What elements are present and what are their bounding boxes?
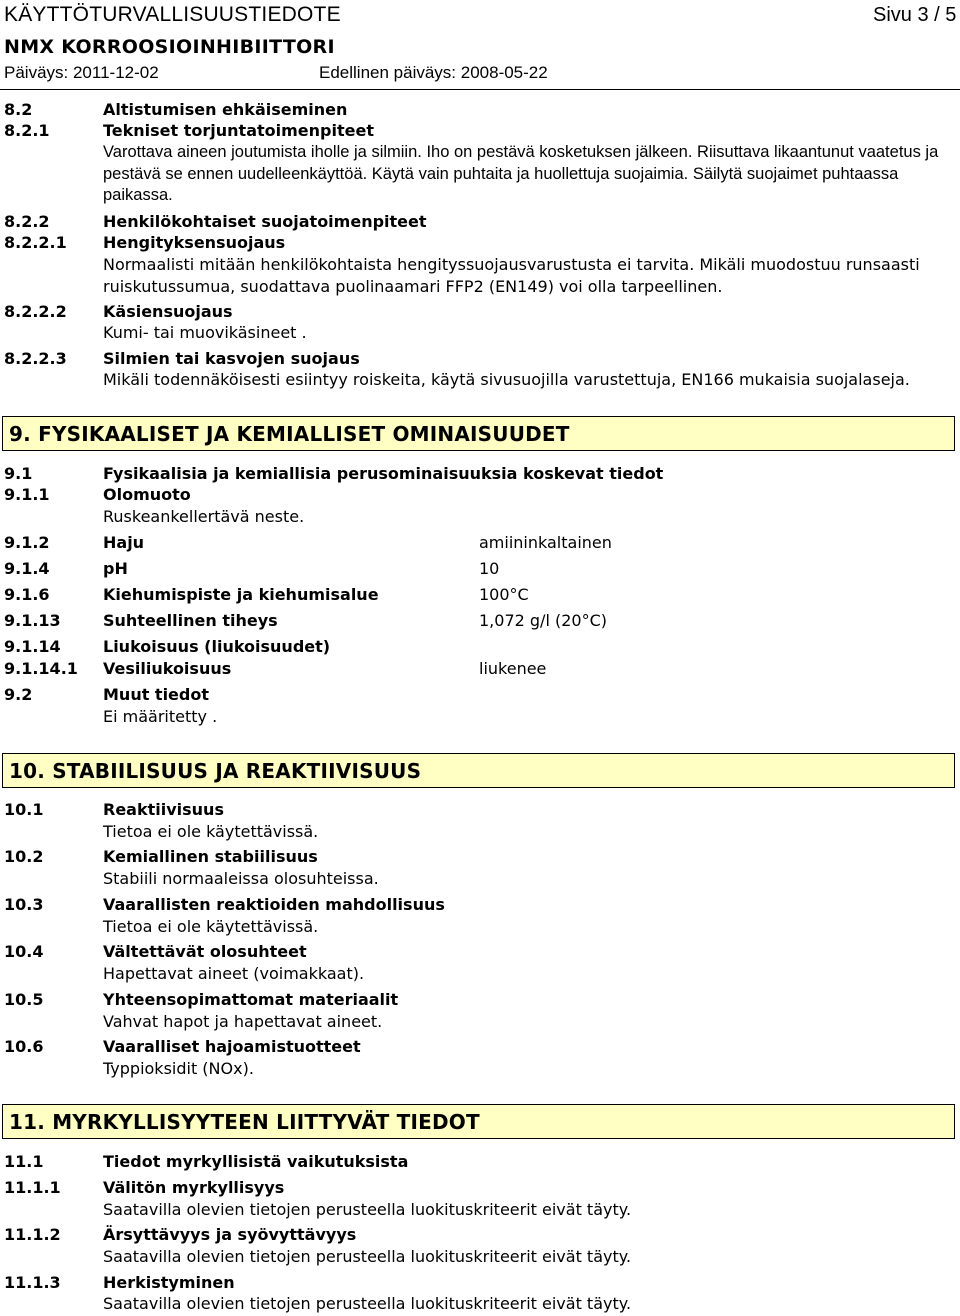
property-name: Liukoisuus (liukoisuudet) — [103, 637, 331, 656]
section-number: 10.1 — [4, 800, 44, 819]
section-number: 11.1.1 — [4, 1178, 61, 1197]
section-9-banner: 9. FYSIKAALISET JA KEMIALLISET OMINAISUUDET — [2, 416, 955, 451]
section-text: Hapettavat aineet (voimakkaat). — [103, 964, 365, 983]
section-number: 10.2 — [4, 847, 44, 866]
section-number: 8.2.2.3 — [4, 349, 67, 368]
section-text: Saatavilla olevien tietojen perusteella luokituskriteerit eivät täyty. — [103, 1200, 632, 1219]
section-title: Vaaralliset hajoamistuotteet — [103, 1037, 361, 1056]
section-number: 9.1.13 — [4, 611, 61, 630]
issue-date: Päiväys: 2011-12-02 — [4, 63, 159, 82]
section-text: Mikäli todennäköisesti esiintyy roiskeita, käytä sivusuojilla varustettuja, EN166 mukaisia suojalaseja. — [103, 370, 910, 389]
section-title: Henkilökohtaiset suojatoimenpiteet — [103, 212, 427, 231]
section-10-banner: 10. STABIILISUUS JA REAKTIIVISUUS — [2, 753, 955, 788]
section-number: 11.1.2 — [4, 1225, 61, 1244]
section-text: Typpioksidit (NOx). — [103, 1059, 254, 1078]
property-name: Haju — [103, 533, 145, 552]
section-title: Vaarallisten reaktioiden mahdollisuus — [103, 895, 445, 914]
previous-date: Edellinen päiväys: 2008-05-22 — [319, 63, 548, 82]
section-title: Ärsyttävyys ja syövyttävyys — [103, 1225, 357, 1244]
property-value: 10 — [479, 559, 500, 578]
property-value: 1,072 g/l (20°C) — [479, 611, 607, 630]
section-title: Kemiallinen stabiilisuus — [103, 847, 318, 866]
section-text: Varottava aineen joutumista iholle ja silmiin. Iho on pestävä kosketuksen jälkeen. Riisuttava likaantunut vaatetus ja pestävä se ennen uudelleenkäyttöä. Käytä vain puhtaita ja huollettuja suojaimia. Säilytä suojaimet puhtaassa paikassa. — [103, 143, 939, 204]
section-text: Tietoa ei ole käytettävissä. — [103, 822, 319, 841]
section-title: Tiedot myrkyllisistä vaikutuksista — [103, 1152, 409, 1171]
section-text: Saatavilla olevien tietojen perusteella luokituskriteerit eivät täyty. — [103, 1247, 632, 1266]
section-number: 8.2.2 — [4, 212, 50, 231]
section-title: Silmien tai kasvojen suojaus — [103, 349, 360, 368]
property-name: Suhteellinen tiheys — [103, 611, 278, 630]
section-text: Tietoa ei ole käytettävissä. — [103, 917, 319, 936]
section-number: 10.6 — [4, 1037, 44, 1056]
section-number: 8.2.1 — [4, 121, 50, 140]
section-number: 10.4 — [4, 942, 44, 961]
section-text: Kumi- tai muovikäsineet . — [103, 323, 307, 342]
section-11-banner: 11. MYRKYLLISYYTEEN LIITTYVÄT TIEDOT — [2, 1104, 955, 1139]
section-text: Normaalisti mitään henkilökohtaista hengityssuojausvarustusta ei tarvita. Mikäli muodostuu runsaasti ruiskutussumua, suodattava puolinaamari FFP2 (EN149) voi olla tarpeellinen. — [103, 255, 920, 296]
section-number: 10.5 — [4, 990, 44, 1009]
property-name: Kiehumispiste ja kiehumisalue — [103, 585, 379, 604]
section-number: 10.3 — [4, 895, 44, 914]
property-value: amiininkaltainen — [479, 533, 612, 552]
section-number: 9.1 — [4, 464, 33, 483]
section-title: Tekniset torjuntatoimenpiteet — [103, 121, 374, 140]
property-name: Vesiliukoisuus — [103, 659, 232, 678]
property-value: liukenee — [479, 659, 547, 678]
section-title: Välitön myrkyllisyys — [103, 1178, 285, 1197]
section-number: 9.1.2 — [4, 533, 50, 552]
section-number: 9.1.4 — [4, 559, 50, 578]
product-name: NMX KORROOSIOINHIBIITTORI — [4, 36, 335, 58]
section-title: Reaktiivisuus — [103, 800, 224, 819]
section-number: 8.2.2.1 — [4, 233, 67, 252]
section-text: Vahvat hapot ja hapettavat aineet. — [103, 1012, 383, 1031]
section-title: Vältettävät olosuhteet — [103, 942, 307, 961]
property-name: pH — [103, 559, 128, 578]
section-title: Hengityksensuojaus — [103, 233, 286, 252]
section-title: Käsiensuojaus — [103, 302, 233, 321]
section-text: Ei määritetty . — [103, 707, 218, 726]
header-divider — [0, 89, 960, 90]
section-number: 11.1.3 — [4, 1273, 61, 1292]
section-title: Muut tiedot — [103, 685, 209, 704]
section-number: 9.1.14 — [4, 637, 61, 656]
section-number: 9.1.14.1 — [4, 659, 78, 678]
section-number: 9.1.1 — [4, 485, 50, 504]
section-title: Olomuoto — [103, 485, 191, 504]
section-number: 8.2 — [4, 100, 33, 119]
section-number: 9.1.6 — [4, 585, 50, 604]
section-title: Herkistyminen — [103, 1273, 235, 1292]
section-number: 11.1 — [4, 1152, 44, 1171]
page-number: Sivu 3 / 5 — [873, 4, 957, 26]
section-text: Ruskeankellertävä neste. — [103, 507, 305, 526]
document-title: KÄYTTÖTURVALLISUUSTIEDOTE — [4, 3, 341, 26]
section-text: Saatavilla olevien tietojen perusteella luokituskriteerit eivät täyty. — [103, 1294, 632, 1313]
property-value: 100°C — [479, 585, 529, 604]
section-number: 8.2.2.2 — [4, 302, 67, 321]
section-text: Stabiili normaaleissa olosuhteissa. — [103, 869, 379, 888]
section-title: Fysikaalisia ja kemiallisia perusominaisuuksia koskevat tiedot — [103, 464, 664, 483]
section-number: 9.2 — [4, 685, 33, 704]
section-title: Yhteensopimattomat materiaalit — [103, 990, 399, 1009]
section-title: Altistumisen ehkäiseminen — [103, 100, 348, 119]
